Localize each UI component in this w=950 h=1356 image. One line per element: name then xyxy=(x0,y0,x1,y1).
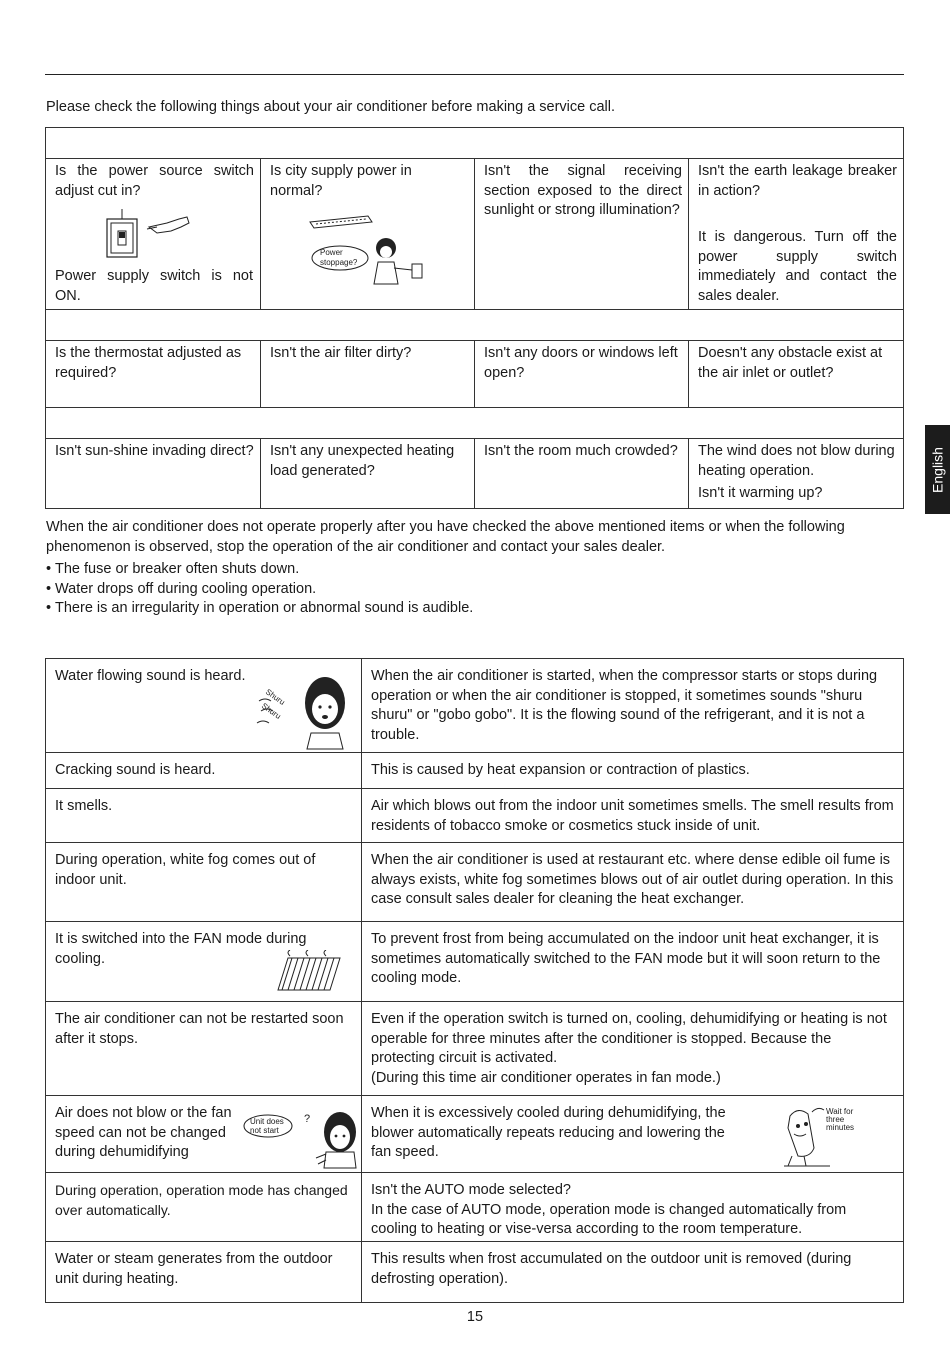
bubble-line: Power xyxy=(320,248,343,257)
wait-line: minutes xyxy=(826,1123,855,1132)
phenomenon-cell: Cracking sound is heard. xyxy=(46,753,362,788)
explanation-cell: This results when frost accumulated on the outdoor unit is removed (during defrosting operation). xyxy=(371,1251,852,1287)
check-question: Isn't any unexpected heating load generated? xyxy=(270,443,455,479)
page-number: 15 xyxy=(466,1309,484,1325)
intro-text: Please check the following things about your air conditioner before making a service call. xyxy=(46,99,616,115)
table-row xyxy=(46,789,903,843)
check-note: Isn't it warming up? xyxy=(698,485,823,501)
check-cell xyxy=(46,341,261,407)
table-row xyxy=(46,659,903,753)
table-row xyxy=(46,439,903,508)
explanation-cell: This is caused by heat expansion or contraction of plastics. xyxy=(371,762,750,778)
bullet-icon: • xyxy=(46,580,52,597)
check-cell xyxy=(689,439,903,508)
check-question: Isn't the air filter dirty? xyxy=(270,345,412,361)
check-question: Is the thermostat adjusted as required? xyxy=(55,345,242,381)
section-band-3 xyxy=(46,408,903,439)
table-row xyxy=(46,922,903,1002)
check-question: Is the power source switch adjust cut in? xyxy=(55,163,254,199)
explanation-cell: When the air conditioner is started, when the compressor starts or stops during operation or when the air conditioner is stopped, it sometimes sounds "shuru shuru" or "gobo gobo". It is the flowing sound of the refrigerant, and it is not a trouble. xyxy=(371,668,878,743)
check-cell xyxy=(261,439,475,508)
phenomenon-cell: It smells. xyxy=(46,789,362,842)
power-switch-illustration-icon xyxy=(101,207,201,263)
bubble-line: stoppage? xyxy=(320,258,358,267)
explanation-cell: Isn't the AUTO mode selected? In the case of AUTO mode, operation mode is changed automatically from cooling to heating or vise-versa according to the room temperature. xyxy=(371,1182,847,1237)
check-cell xyxy=(46,159,261,309)
explanation-cell: When it is excessively cooled during dehumidifying, the blower automatically repeats reducing and lowering the fan speed. Wait for three minutes xyxy=(362,1096,903,1172)
check-question: Doesn't any obstacle exist at the air inlet or outlet? xyxy=(698,345,883,381)
check-question: Isn't any doors or windows left open? xyxy=(484,345,678,381)
table-row xyxy=(46,1002,903,1096)
power-stoppage-illustration-icon xyxy=(306,214,426,290)
check-question: Isn't the earth leakage breaker in action? xyxy=(698,163,897,199)
sound-word: Shuru xyxy=(263,687,287,707)
check-cell xyxy=(261,159,475,309)
check-question: Isn't the signal receiving section exposed to the direct sunlight or strong illumination? xyxy=(484,163,682,218)
phenomenon-cell: Water or steam generates from the outdoor unit during heating. xyxy=(46,1242,362,1302)
check-note: Power supply switch is not ON. xyxy=(55,268,253,304)
wait-line: three xyxy=(826,1115,845,1124)
check-cell xyxy=(46,439,261,508)
table-row xyxy=(46,1242,903,1302)
bubble-line: not start xyxy=(250,1126,279,1135)
table-row xyxy=(46,1173,903,1242)
bullet-icon: • xyxy=(46,561,52,577)
wait-three-minutes-illustration-icon xyxy=(778,1102,890,1170)
bubble-line: Unit does xyxy=(250,1117,284,1126)
check-question: The wind does not blow during heating operation. xyxy=(698,443,895,479)
explanation-cell: To prevent frost from being accumulated on the indoor unit heat exchanger, it is sometimes automatically switched to the FAN mode but it will soon return to the cooling mode. xyxy=(371,931,881,986)
check-note: It is dangerous. Turn off the power supply switch immediately and contact the sales dealer. xyxy=(698,229,897,304)
phenomenon-cell: During operation, white fog comes out of indoor unit. xyxy=(46,843,362,921)
sound-word: Shuru xyxy=(259,701,283,721)
check-cell xyxy=(689,341,903,407)
explanation-cell: Even if the operation switch is turned on, cooling, dehumidifying or heating is not operable for three minutes after the conditioner is stopped. Because the protecting circuit is activated. (During this time air conditioner operates in fan mode.) xyxy=(371,1011,887,1086)
table-row xyxy=(46,341,903,408)
bullet-list xyxy=(46,560,473,619)
list-item: • The fuse or breaker often shuts down. xyxy=(46,560,473,580)
table-row xyxy=(46,159,903,310)
check-question: Isn't sun-shine invading direct? xyxy=(55,443,254,459)
check-cell xyxy=(475,159,689,309)
table-row xyxy=(46,753,903,789)
check-cell xyxy=(261,341,475,407)
section-band-2 xyxy=(46,310,903,341)
question-mark-icon: ? xyxy=(304,1113,311,1125)
list-item: • Water drops off during cooling operation. xyxy=(46,580,473,600)
bullet-icon: • xyxy=(46,600,52,616)
section-band-1 xyxy=(46,128,903,159)
check-cell xyxy=(475,439,689,508)
phenomenon-cell: It is switched into the FAN mode during cooling. xyxy=(46,922,362,1001)
contact-dealer-text: When the air conditioner does not operate properly after you have checked the above mentioned items or when the following phenomenon is observed, stop the operation of the air conditioner and contact your sales dealer. xyxy=(46,519,845,555)
phenomenon-cell: During operation, operation mode has changed over automatically. xyxy=(46,1173,362,1241)
check-question: Is city supply power in normal? xyxy=(270,163,412,199)
top-rule xyxy=(45,74,904,75)
listening-girl-illustration-icon xyxy=(251,671,351,751)
phenomenon-cell: Air does not blow or the fan speed can not be changed during dehumidifying Unit does not start ? xyxy=(46,1096,362,1172)
checklist-table xyxy=(45,127,904,509)
explanation-cell: When the air conditioner is used at restaurant etc. where dense edible oil fume is always exists, white fog sometimes blows out of air outlet during operation. In this case consult sales dealer for cleaning the heat exchanger. xyxy=(371,852,894,907)
list-item: • There is an irregularity in operation or abnormal sound is audible. xyxy=(46,599,473,619)
wait-line: Wait for xyxy=(826,1107,854,1116)
check-question: Isn't the room much crowded? xyxy=(484,443,678,459)
phenomenon-cell: Water flowing sound is heard. Shuru Shuru xyxy=(46,659,362,752)
unit-does-not-start-illustration-icon xyxy=(242,1108,358,1170)
explanation-cell: Air which blows out from the indoor unit sometimes smells. The smell results from residents of tobacco smoke or cosmetics stuck inside of unit. xyxy=(371,798,894,834)
table-row xyxy=(46,843,903,922)
check-cell xyxy=(475,341,689,407)
check-cell xyxy=(689,159,903,309)
table-row xyxy=(46,1096,903,1173)
phenomenon-cell: The air conditioner can not be restarted soon after it stops. xyxy=(46,1002,362,1095)
phenomena-table xyxy=(45,658,904,1303)
language-tab: English xyxy=(925,425,950,514)
heat-exchanger-illustration-icon xyxy=(268,950,344,998)
